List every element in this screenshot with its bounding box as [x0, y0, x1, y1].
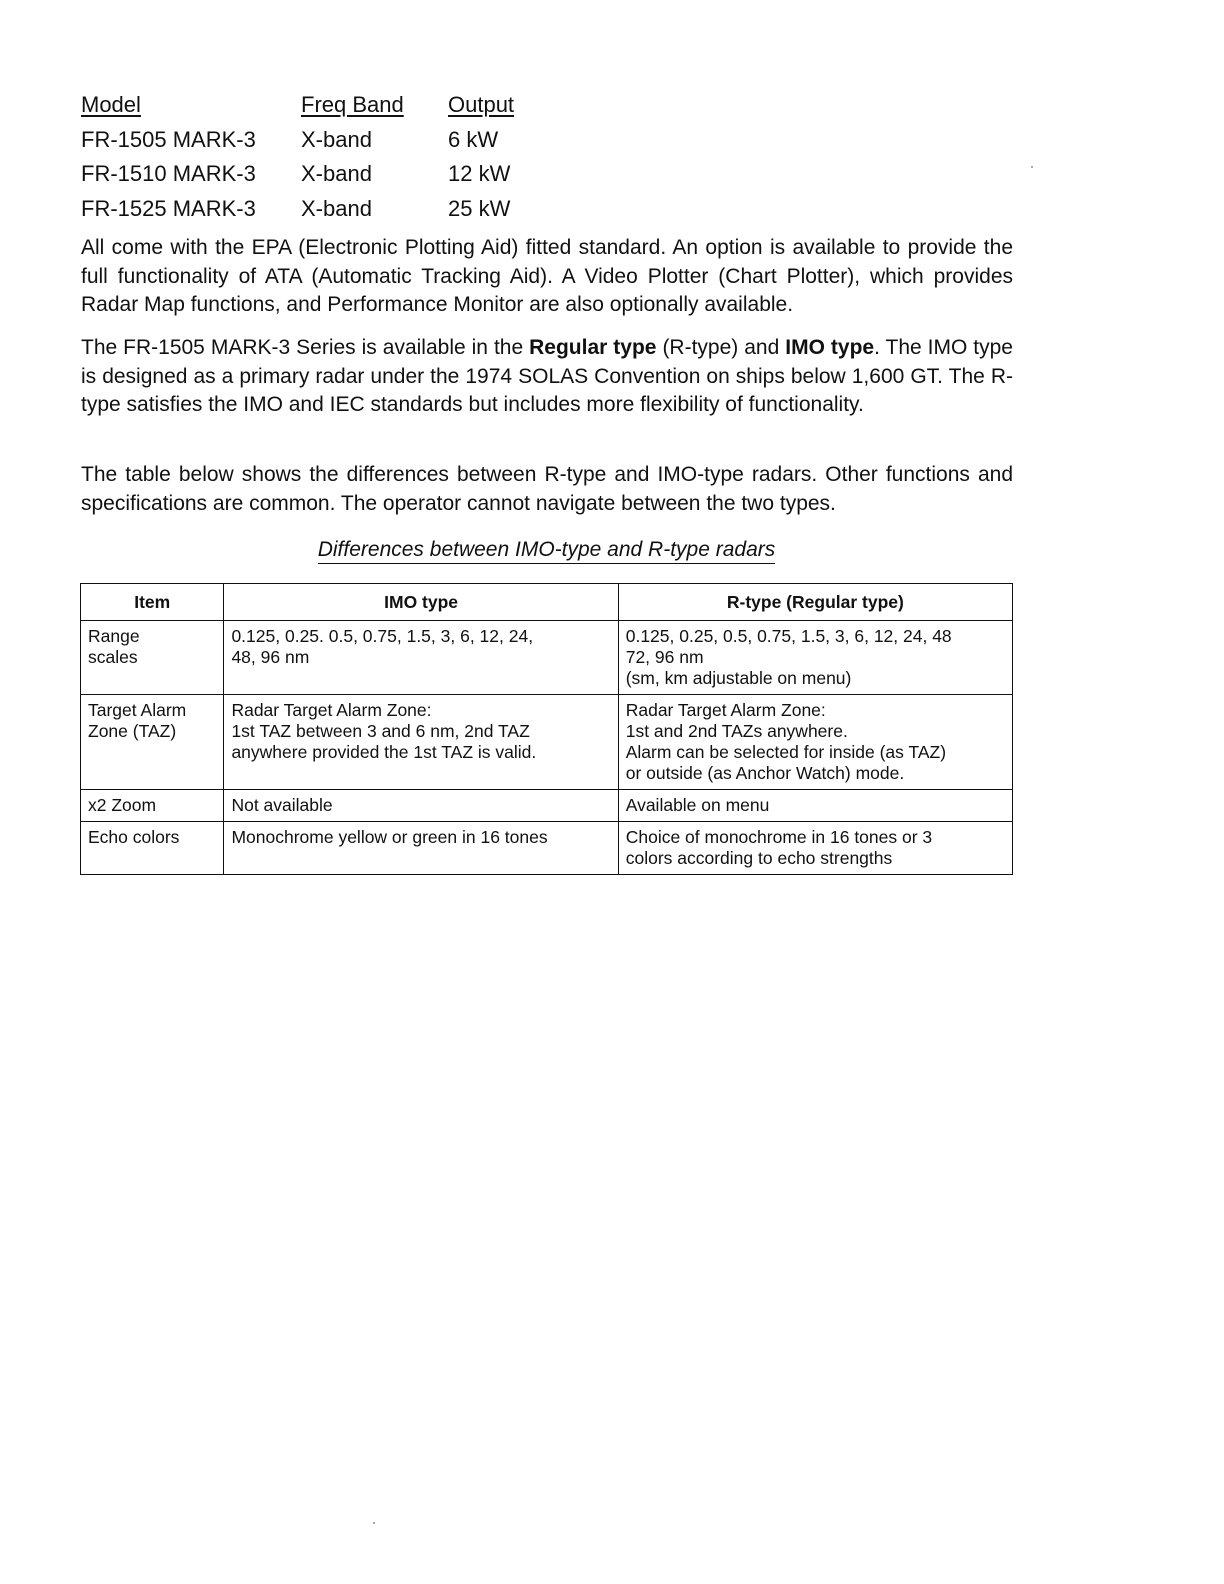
r-type-cell [618, 790, 1012, 822]
cell-line: colors according to echo strengths [625, 848, 893, 868]
scan-speck [373, 1522, 375, 1524]
target-alarm-zone-row [81, 695, 1013, 790]
table-intro-paragraph: The table below shows the differences between R-type and IMO-type radars. Other functions and specifications are common. The operator cannot navigate between the two types. [81, 463, 1013, 515]
freq-band-header: Freq Band [301, 92, 404, 118]
cell-line: Echo colors [88, 827, 180, 847]
cell-line: Available on menu [625, 795, 770, 815]
output-cell: 12 kW [448, 161, 511, 187]
item-cell [81, 695, 224, 790]
output-cell: 25 kW [448, 195, 511, 221]
item-header: Item [81, 584, 224, 621]
differences-table [80, 583, 1013, 875]
cell-line: anywhere provided the 1st TAZ is valid. [231, 742, 537, 762]
epa-paragraph: All come with the EPA (Electronic Plotting Aid) fitted standard. An option is available to provide the full functionality of ATA (Automatic Tracking Aid). A Video Plotter (Chart Plotter), which provides Radar Map functions, and Performance Monitor are also optionally available. [81, 236, 1013, 316]
r-type-cell [618, 695, 1012, 790]
cell-line: 0.125, 0.25, 0.5, 0.75, 1.5, 3, 6, 12, 24, 48 [625, 626, 952, 646]
cell-line: 1st TAZ between 3 and 6 nm, 2nd TAZ [231, 721, 530, 741]
item-cell [81, 822, 224, 875]
r-type-header: R-type (Regular type) [618, 584, 1012, 621]
imo-cell [224, 822, 618, 875]
table-caption-text: Differences between IMO-type and R-type radars [318, 538, 776, 564]
r-type-cell [618, 621, 1012, 695]
types-paragraph-text: . The IMO type is designed as a primary radar under the 1974 SOLAS Convention on ships below 1,600 GT. The R-type satisfies the IMO and IEC standards but includes more flexibility of functionality. [81, 336, 1013, 416]
freq-band-cell: X-band [301, 161, 372, 187]
cell-line: x2 Zoom [88, 795, 157, 815]
range-scales-row [81, 621, 1013, 695]
scan-speck [1031, 166, 1033, 168]
model-row [81, 123, 538, 158]
cell-line: Choice of monochrome in 16 tones or 3 [625, 827, 933, 847]
cell-line: Monochrome yellow or green in 16 tones [231, 827, 548, 847]
item-cell [81, 621, 224, 695]
model-cell: FR-1510 MARK-3 [81, 161, 256, 187]
zoom-row [81, 790, 1013, 822]
cell-line: (sm, km adjustable on menu) [625, 668, 852, 688]
types-paragraph [81, 334, 1013, 420]
types-paragraph-text: (R-type) and [656, 336, 786, 359]
cell-line: Not available [231, 795, 333, 815]
model-cell: FR-1525 MARK-3 [81, 195, 256, 221]
differences-header-row [81, 584, 1013, 621]
cell-line: Radar Target Alarm Zone: [231, 700, 432, 720]
table-caption [0, 536, 1093, 564]
cell-line: Radar Target Alarm Zone: [625, 700, 826, 720]
model-row [81, 192, 538, 227]
cell-line: Target Alarm [88, 700, 187, 720]
model-row [81, 157, 538, 192]
freq-band-cell: X-band [301, 126, 372, 152]
cell-line: Range [88, 626, 140, 646]
imo-cell [224, 695, 618, 790]
echo-colors-row [81, 822, 1013, 875]
types-paragraph-text: The FR-1505 MARK-3 Series is available in the [81, 336, 530, 359]
cell-line: 72, 96 nm [625, 647, 704, 667]
model-header: Model [81, 92, 141, 118]
model-table-header-row [81, 88, 538, 123]
cell-line: scales [88, 647, 138, 667]
cell-line: 0.125, 0.25. 0.5, 0.75, 1.5, 3, 6, 12, 24, [231, 626, 534, 646]
imo-type-bold: IMO type [785, 336, 875, 359]
r-type-cell [618, 822, 1012, 875]
output-header: Output [448, 92, 515, 118]
imo-cell [224, 790, 618, 822]
cell-line: or outside (as Anchor Watch) mode. [625, 763, 905, 783]
item-cell [81, 790, 224, 822]
regular-type-bold: Regular type [529, 336, 657, 359]
cell-line: 1st and 2nd TAZs anywhere. [625, 721, 848, 741]
model-cell: FR-1505 MARK-3 [81, 126, 256, 152]
cell-line: Zone (TAZ) [88, 721, 177, 741]
imo-type-header: IMO type [224, 584, 618, 621]
cell-line: 48, 96 nm [231, 647, 310, 667]
freq-band-cell: X-band [301, 195, 372, 221]
cell-line: Alarm can be selected for inside (as TAZ) [625, 742, 947, 762]
imo-cell [224, 621, 618, 695]
output-cell: 6 kW [448, 126, 499, 152]
model-table [81, 88, 538, 226]
